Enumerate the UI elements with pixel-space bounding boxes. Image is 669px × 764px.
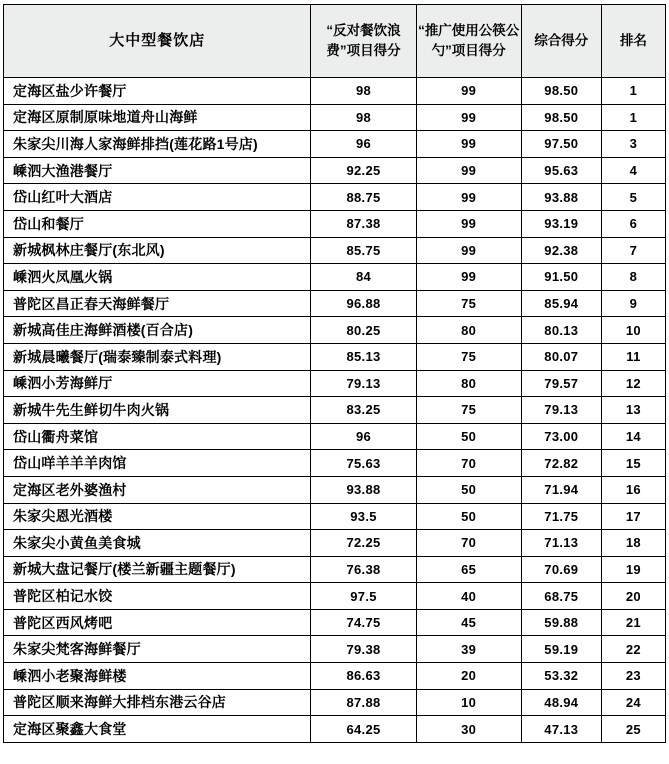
cell-score-anti-waste: 79.38	[311, 636, 416, 663]
cell-restaurant-name: 普陀区西风烤吧	[4, 609, 311, 636]
cell-score-anti-waste: 96	[311, 131, 416, 158]
column-header-rank: 排名	[601, 5, 665, 78]
cell-rank: 14	[601, 423, 665, 450]
cell-score-serving-chopsticks: 20	[416, 663, 521, 690]
cell-total-score: 48.94	[521, 689, 601, 716]
cell-score-serving-chopsticks: 45	[416, 609, 521, 636]
table-row	[4, 503, 666, 530]
cell-rank: 13	[601, 397, 665, 424]
cell-score-anti-waste: 83.25	[311, 397, 416, 424]
cell-rank: 10	[601, 317, 665, 344]
cell-score-serving-chopsticks: 50	[416, 503, 521, 530]
cell-score-anti-waste: 86.63	[311, 663, 416, 690]
cell-total-score: 47.13	[521, 716, 601, 743]
cell-total-score: 98.50	[521, 104, 601, 131]
cell-score-anti-waste: 80.25	[311, 317, 416, 344]
cell-total-score: 97.50	[521, 131, 601, 158]
cell-total-score: 79.57	[521, 370, 601, 397]
table-row	[4, 450, 666, 477]
cell-restaurant-name: 新城牛先生鲜切牛肉火锅	[4, 397, 311, 424]
cell-score-anti-waste: 74.75	[311, 609, 416, 636]
cell-score-serving-chopsticks: 75	[416, 343, 521, 370]
cell-rank: 25	[601, 716, 665, 743]
cell-score-serving-chopsticks: 99	[416, 184, 521, 211]
cell-score-anti-waste: 84	[311, 264, 416, 291]
cell-total-score: 71.75	[521, 503, 601, 530]
table-row	[4, 716, 666, 743]
cell-score-anti-waste: 85.13	[311, 343, 416, 370]
cell-restaurant-name: 朱家尖梵客海鲜餐厅	[4, 636, 311, 663]
cell-score-serving-chopsticks: 80	[416, 317, 521, 344]
cell-total-score: 95.63	[521, 157, 601, 184]
table-row	[4, 397, 666, 424]
cell-restaurant-name: 定海区老外婆渔村	[4, 476, 311, 503]
cell-rank: 1	[601, 104, 665, 131]
column-header-score2: “推广使用公筷公勺”项目得分	[416, 5, 521, 78]
restaurant-ranking-table	[3, 4, 666, 743]
cell-score-serving-chopsticks: 99	[416, 237, 521, 264]
table-row	[4, 689, 666, 716]
table-row	[4, 317, 666, 344]
cell-total-score: 70.69	[521, 556, 601, 583]
table-row	[4, 210, 666, 237]
table-row	[4, 423, 666, 450]
table-row	[4, 556, 666, 583]
cell-restaurant-name: 新城高佳庄海鲜酒楼(百合店)	[4, 317, 311, 344]
cell-total-score: 72.82	[521, 450, 601, 477]
cell-score-anti-waste: 93.5	[311, 503, 416, 530]
cell-rank: 5	[601, 184, 665, 211]
cell-rank: 15	[601, 450, 665, 477]
table-row	[4, 104, 666, 131]
column-header-total: 综合得分	[521, 5, 601, 78]
cell-total-score: 79.13	[521, 397, 601, 424]
table-body	[4, 78, 666, 743]
cell-rank: 8	[601, 264, 665, 291]
cell-score-serving-chopsticks: 39	[416, 636, 521, 663]
table-row	[4, 530, 666, 557]
cell-restaurant-name: 普陀区顺来海鲜大排档东港云谷店	[4, 689, 311, 716]
cell-rank: 18	[601, 530, 665, 557]
cell-score-anti-waste: 88.75	[311, 184, 416, 211]
cell-total-score: 92.38	[521, 237, 601, 264]
table-row	[4, 184, 666, 211]
cell-restaurant-name: 定海区盐少许餐厅	[4, 78, 311, 105]
cell-score-serving-chopsticks: 30	[416, 716, 521, 743]
cell-restaurant-name: 新城枫林庄餐厅(东北风)	[4, 237, 311, 264]
cell-score-anti-waste: 92.25	[311, 157, 416, 184]
table-row	[4, 264, 666, 291]
cell-restaurant-name: 嵊泗火凤凰火锅	[4, 264, 311, 291]
cell-total-score: 98.50	[521, 78, 601, 105]
cell-score-serving-chopsticks: 99	[416, 264, 521, 291]
table-row	[4, 237, 666, 264]
cell-score-serving-chopsticks: 10	[416, 689, 521, 716]
cell-total-score: 93.19	[521, 210, 601, 237]
cell-rank: 24	[601, 689, 665, 716]
cell-score-anti-waste: 96	[311, 423, 416, 450]
cell-score-anti-waste: 87.38	[311, 210, 416, 237]
table-row	[4, 636, 666, 663]
cell-total-score: 80.13	[521, 317, 601, 344]
cell-restaurant-name: 嵊泗大渔港餐厅	[4, 157, 311, 184]
cell-rank: 4	[601, 157, 665, 184]
cell-score-anti-waste: 87.88	[311, 689, 416, 716]
cell-rank: 22	[601, 636, 665, 663]
cell-restaurant-name: 岱山红叶大酒店	[4, 184, 311, 211]
cell-score-serving-chopsticks: 70	[416, 450, 521, 477]
cell-total-score: 80.07	[521, 343, 601, 370]
cell-score-serving-chopsticks: 50	[416, 423, 521, 450]
cell-score-anti-waste: 97.5	[311, 583, 416, 610]
cell-rank: 12	[601, 370, 665, 397]
cell-total-score: 85.94	[521, 290, 601, 317]
cell-score-anti-waste: 79.13	[311, 370, 416, 397]
cell-total-score: 68.75	[521, 583, 601, 610]
cell-score-serving-chopsticks: 99	[416, 131, 521, 158]
cell-restaurant-name: 岱山和餐厅	[4, 210, 311, 237]
cell-score-anti-waste: 98	[311, 78, 416, 105]
column-header-name: 大中型餐饮店	[4, 5, 311, 78]
cell-rank: 20	[601, 583, 665, 610]
cell-score-anti-waste: 96.88	[311, 290, 416, 317]
table-row	[4, 343, 666, 370]
cell-rank: 23	[601, 663, 665, 690]
cell-total-score: 59.19	[521, 636, 601, 663]
cell-score-anti-waste: 64.25	[311, 716, 416, 743]
cell-score-serving-chopsticks: 99	[416, 157, 521, 184]
cell-total-score: 91.50	[521, 264, 601, 291]
cell-restaurant-name: 新城大盘记餐厅(楼兰新疆主题餐厅)	[4, 556, 311, 583]
cell-restaurant-name: 岱山咩羊羊羊肉馆	[4, 450, 311, 477]
cell-score-serving-chopsticks: 70	[416, 530, 521, 557]
cell-rank: 17	[601, 503, 665, 530]
cell-score-serving-chopsticks: 99	[416, 104, 521, 131]
cell-score-serving-chopsticks: 50	[416, 476, 521, 503]
table-row	[4, 476, 666, 503]
header-row	[4, 5, 666, 78]
cell-total-score: 73.00	[521, 423, 601, 450]
cell-restaurant-name: 嵊泗小老聚海鲜楼	[4, 663, 311, 690]
cell-restaurant-name: 朱家尖恩光酒楼	[4, 503, 311, 530]
cell-restaurant-name: 普陀区柏记水饺	[4, 583, 311, 610]
table-row	[4, 609, 666, 636]
cell-score-serving-chopsticks: 99	[416, 78, 521, 105]
cell-score-serving-chopsticks: 99	[416, 210, 521, 237]
cell-restaurant-name: 定海区原制原味地道舟山海鲜	[4, 104, 311, 131]
cell-rank: 19	[601, 556, 665, 583]
cell-total-score: 59.88	[521, 609, 601, 636]
cell-restaurant-name: 朱家尖小黄鱼美食城	[4, 530, 311, 557]
table-header	[4, 5, 666, 78]
cell-score-serving-chopsticks: 65	[416, 556, 521, 583]
cell-score-anti-waste: 75.63	[311, 450, 416, 477]
table-row	[4, 131, 666, 158]
cell-score-anti-waste: 98	[311, 104, 416, 131]
cell-restaurant-name: 定海区聚鑫大食堂	[4, 716, 311, 743]
cell-score-serving-chopsticks: 75	[416, 397, 521, 424]
table-row	[4, 583, 666, 610]
cell-rank: 1	[601, 78, 665, 105]
table-row	[4, 290, 666, 317]
cell-restaurant-name: 嵊泗小芳海鲜厅	[4, 370, 311, 397]
cell-score-anti-waste: 72.25	[311, 530, 416, 557]
column-header-score1: “反对餐饮浪费”项目得分	[311, 5, 416, 78]
cell-rank: 11	[601, 343, 665, 370]
cell-rank: 16	[601, 476, 665, 503]
cell-rank: 3	[601, 131, 665, 158]
cell-rank: 9	[601, 290, 665, 317]
cell-restaurant-name: 朱家尖川海人家海鲜排挡(莲花路1号店)	[4, 131, 311, 158]
cell-score-serving-chopsticks: 40	[416, 583, 521, 610]
cell-restaurant-name: 普陀区昌正春天海鲜餐厅	[4, 290, 311, 317]
cell-score-anti-waste: 85.75	[311, 237, 416, 264]
cell-rank: 7	[601, 237, 665, 264]
table-row	[4, 663, 666, 690]
cell-total-score: 53.32	[521, 663, 601, 690]
cell-score-anti-waste: 76.38	[311, 556, 416, 583]
cell-rank: 6	[601, 210, 665, 237]
table-row	[4, 370, 666, 397]
cell-restaurant-name: 新城晨曦餐厅(瑞泰臻制泰式料理)	[4, 343, 311, 370]
cell-rank: 21	[601, 609, 665, 636]
cell-score-anti-waste: 93.88	[311, 476, 416, 503]
cell-total-score: 71.94	[521, 476, 601, 503]
cell-restaurant-name: 岱山衢舟菜馆	[4, 423, 311, 450]
table-row	[4, 157, 666, 184]
cell-score-serving-chopsticks: 80	[416, 370, 521, 397]
cell-total-score: 71.13	[521, 530, 601, 557]
cell-score-serving-chopsticks: 75	[416, 290, 521, 317]
cell-total-score: 93.88	[521, 184, 601, 211]
table-row	[4, 78, 666, 105]
